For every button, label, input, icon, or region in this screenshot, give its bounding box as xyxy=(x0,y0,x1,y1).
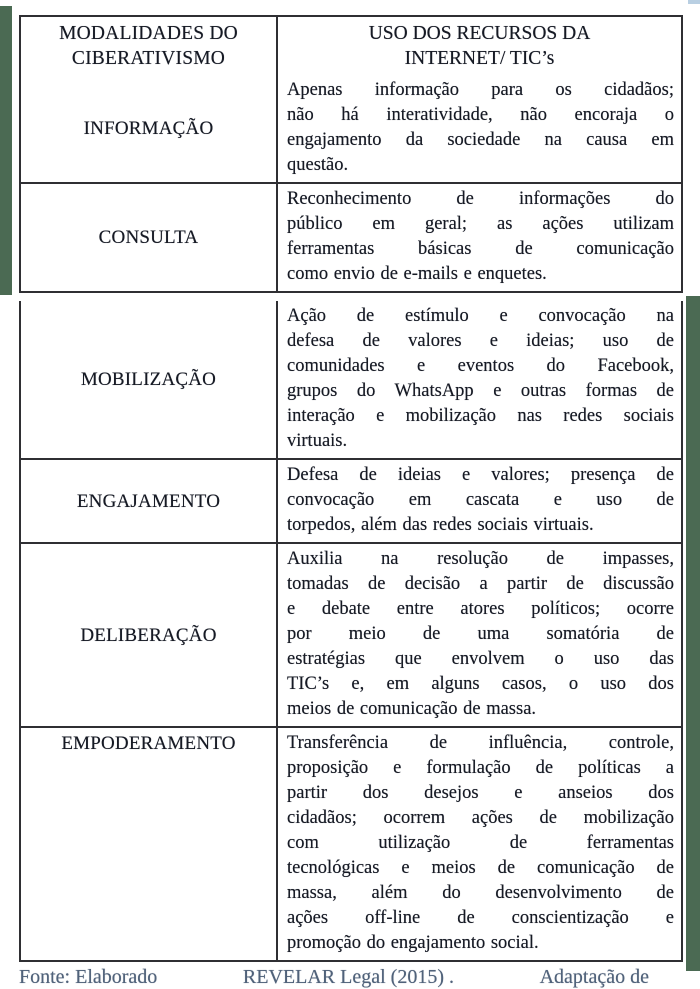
description-line: Auxilia na resolução de impasses, xyxy=(287,549,674,569)
scan-edge-left-bar xyxy=(0,6,12,295)
table-row-mobilizacao xyxy=(21,301,681,458)
description-line: interação e mobilização nas redes sociais xyxy=(287,406,674,426)
header-line: USO DOS RECURSOS DA xyxy=(368,23,591,44)
modality-cell: DELIBERAÇÃO xyxy=(21,544,278,726)
scan-edge-right-bar xyxy=(686,296,700,971)
description-line: cidadãos; ocorrem ações de mobilização xyxy=(287,808,674,828)
modality-cell: ENGAJAMENTO xyxy=(21,460,278,542)
description-line: tecnológicas e meios de comunicação de xyxy=(287,858,674,878)
description-line: ferramentas básicas de comunicação xyxy=(287,239,674,259)
table-row-empoderamento xyxy=(21,726,681,960)
description-line: Defesa de ideias e valores; presença de xyxy=(287,465,674,485)
column-header-modalidades xyxy=(21,17,278,75)
header-line: INTERNET/ TIC’s xyxy=(404,48,555,69)
description-line: partir dos desejos e anseios dos xyxy=(287,783,674,803)
table-fragment-bottom xyxy=(19,301,683,962)
description-line: e debate entre atores políticos; ocorre xyxy=(287,599,674,619)
table-row-consulta xyxy=(21,182,681,291)
ciberativismo-table xyxy=(19,15,683,989)
description-line: com utilização de ferramentas xyxy=(287,833,674,853)
scan-corner-artifact xyxy=(688,0,700,4)
description-line: engajamento da sociedade na causa em xyxy=(287,130,674,150)
description-cell xyxy=(278,184,681,291)
description-line: torpedos, além das redes sociais virtuais. xyxy=(287,515,594,535)
table-rows-top xyxy=(21,75,681,291)
description-line: TIC’s e, em alguns casos, o uso dos xyxy=(287,674,674,694)
table-row-deliberacao xyxy=(21,542,681,726)
description-line: Transferência de influência, controle, xyxy=(287,733,674,753)
description-line: por meio de uma somatória de xyxy=(287,624,674,644)
description-cell xyxy=(278,544,681,726)
description-line: virtuais. xyxy=(287,431,348,451)
description-cell xyxy=(278,728,681,960)
description-line: ações off-line de conscientização e xyxy=(287,908,674,928)
caption-fragment-1: Fonte: Elaborado xyxy=(19,966,158,988)
table-row-informacao xyxy=(21,75,681,182)
description-line: público em geral; as ações utilizam xyxy=(287,214,674,234)
table-row-engajamento xyxy=(21,458,681,542)
description-line: grupos do WhatsApp e outras formas de xyxy=(287,381,674,401)
description-line: estratégias que envolvem o uso das xyxy=(287,649,674,669)
description-line: Apenas informação para os cidadãos; xyxy=(287,80,674,100)
description-line: defesa de valores e ideias; uso de xyxy=(287,331,674,351)
modality-cell: INFORMAÇÃO xyxy=(21,75,278,182)
modality-cell: MOBILIZAÇÃO xyxy=(21,301,278,458)
modality-cell: CONSULTA xyxy=(21,184,278,291)
description-line: proposição e formulação de políticas a xyxy=(287,758,674,778)
description-line: como envio de e-mails e enquetes. xyxy=(287,264,547,284)
description-line: comunidades e eventos do Facebook, xyxy=(287,356,674,376)
table-header-row xyxy=(21,17,681,75)
table-rows-bottom xyxy=(21,301,681,960)
description-cell xyxy=(278,301,681,458)
description-cell xyxy=(278,460,681,542)
column-header-uso-recursos xyxy=(278,17,681,75)
description-cell xyxy=(278,75,681,182)
description-line: promoção do engajamento social. xyxy=(287,933,539,953)
description-line: questão. xyxy=(287,155,349,175)
description-line: Ação de estímulo e convocação na xyxy=(287,306,674,326)
header-line: MODALIDADES DO xyxy=(59,23,238,44)
description-line: massa, além do desenvolvimento de xyxy=(287,883,674,903)
description-line: meios de comunicação de massa. xyxy=(287,699,537,719)
caption-fragment-3: Adaptação de xyxy=(539,966,649,988)
source-caption xyxy=(19,965,649,989)
table-fragment-top xyxy=(19,15,683,293)
description-line: convocação em cascata e uso de xyxy=(287,490,674,510)
caption-fragment-2: REVELAR Legal (2015) . xyxy=(242,966,454,988)
description-line: tomadas de decisão a partir de discussão xyxy=(287,574,674,594)
modality-cell: EMPODERAMENTO xyxy=(21,728,278,960)
description-line: Reconhecimento de informações do xyxy=(287,189,674,209)
header-line: CIBERATIVISMO xyxy=(71,48,226,69)
description-line: não há interatividade, não encoraja o xyxy=(287,105,674,125)
